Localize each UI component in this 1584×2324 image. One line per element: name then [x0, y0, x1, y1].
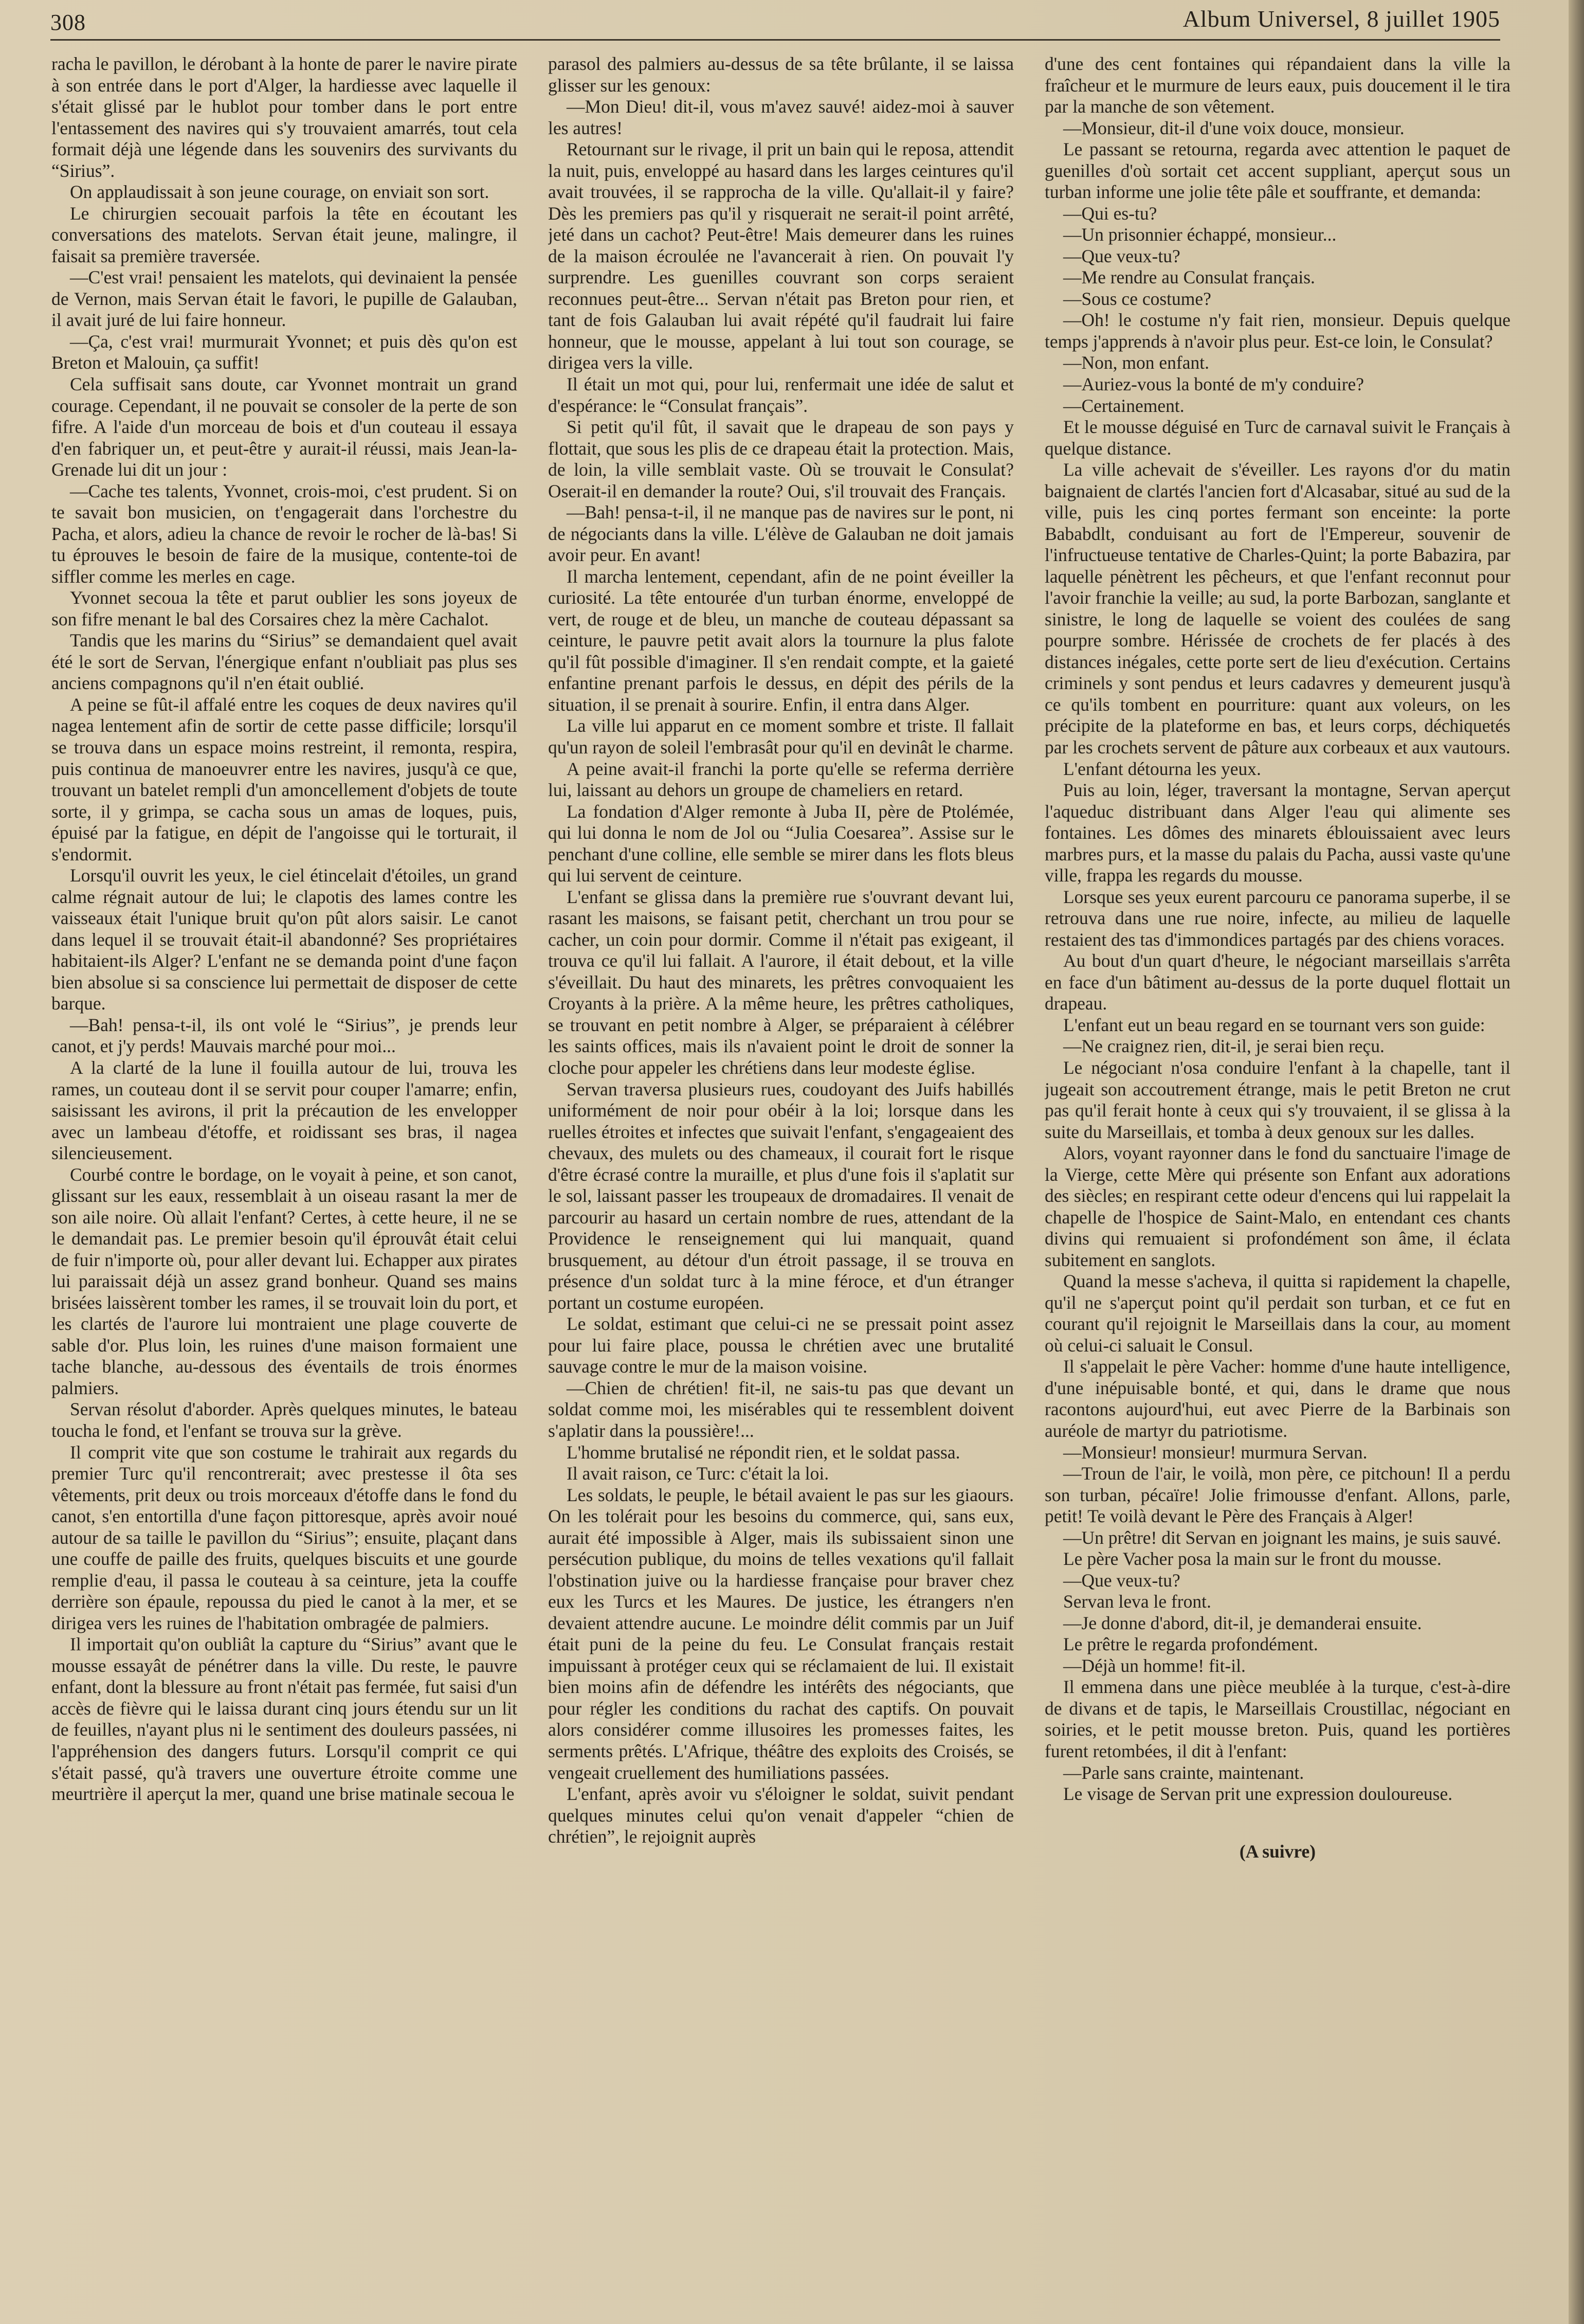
- paragraph: L'enfant détourna les yeux.: [1063, 758, 1261, 779]
- column-middle: [548, 53, 1014, 2306]
- paragraph: Le soldat, estimant que celui-ci ne se pressait point assez pour lui faire place, poussa le chrétien avec une brutalité sauvage contre le mur de la maison voisine.: [548, 1313, 1014, 1377]
- paragraph: Tandis que les marins du “Sirius” se demandaient quel avait été le sort de Servan, l'énergique enfant n'oubliait pas plus ses anciens compagnons qu'il n'en était oublié.: [51, 630, 517, 694]
- paragraph: —Oh! le costume n'y fait rien, monsieur. Depuis quelque temps j'apprends à n'avoir plus peur. Est-ce loin, le Consulat?: [1045, 310, 1510, 352]
- paragraph: —Non, mon enfant.: [1063, 352, 1209, 373]
- paragraph: A peine se fût-il affalé entre les coques de deux navires qu'il nagea lentement afin de sortir de cette passe difficile; lorsqu'il se trouva dans un espace moins restreint, il remonta, respira, puis continua de manoeuvrer entre les navires, jusqu'à ce que, trouvant un batelet rempli d'un amoncellement d'objets de toute sorte, il y grimpa, se cacha sous un amas de loques, puis, épuisé par la fatigue, en dépit de l'angoisse qui le torturait, il s'endormit.: [51, 694, 517, 864]
- paragraph: —Que veux-tu?: [1063, 1570, 1180, 1591]
- paragraph: Le père Vacher posa la main sur le front du mousse.: [1063, 1548, 1442, 1570]
- paragraph: —Qui es-tu?: [1063, 203, 1157, 224]
- paragraph: Servan traversa plusieurs rues, coudoyant des Juifs habillés uniformément de noir pour obéir à la loi; lorsque dans les ruelles étroites et infectes que suivait l'enfant, s'engageaient des chevaux, des mulets ou des chameaux, il courait fort le risque d'être écrasé contre la muraille, et plus d'une fois il s'aplatit sur le sol, laissant passer les troupeaux de dromadaires. Il venait de parcourir au hasard un certain nombre de rues, attendant de la Providence le renseignement qui lui manquait, quand brusquement, au détour d'un étroit passage, il se trouva en présence d'un soldat turc à la mine féroce, et d'un étranger portant un costume européen.: [548, 1078, 1014, 1313]
- paragraph: Le négociant n'osa conduire l'enfant à la chapelle, tant il jugeait son accoutrement étrange, mais le petit Breton ne crut pas qu'il ferait honte à ceux qui s'y trouvaient, il se glissa à la suite du Marseillais, et tomba à deux genoux sur les dalles.: [1045, 1057, 1510, 1142]
- paragraph: Cela suffisait sans doute, car Yvonnet montrait un grand courage. Cependant, il ne pouvait se consoler de la perte de son fifre. A l'aide d'un morceau de bois et d'un couteau il essaya d'en fabriquer un, et peut-être y aurait-il réussi, mais Jean-la-Grenade lui dit un jour :: [51, 373, 517, 480]
- paragraph: —Cache tes talents, Yvonnet, crois-moi, c'est prudent. Si on te savait bon musicien, on t'engagerait dans l'orchestre du Pacha, et alors, adieu la chance de revoir le rocher de là-bas! Si tu éprouves le besoin de faire de la musique, contente-toi de siffler comme les merles en cage.: [51, 480, 517, 587]
- paragraph: L'enfant se glissa dans la première rue s'ouvrant devant lui, rasant les maisons, se faisant petit, cherchant un trou pour se cacher, un coin pour dormir. Comme il n'était pas exigeant, il trouva ce qu'il lui fallait. A l'aurore, il était debout, et la ville s'éveillait. Du haut des minarets, les prêtres convoquaient les Croyants à la prière. A la même heure, les prêtres catholiques, se trouvant en petit nombre à Alger, se préparaient à célébrer les saints offices, mais ils n'avaient point le droit de sonner la cloche pour appeler les chrétiens dans leur modeste église.: [548, 886, 1014, 1078]
- paragraph: Servan résolut d'aborder. Après quelques minutes, le bateau toucha le fond, et l'enfant se trouva sur la grève.: [51, 1399, 517, 1441]
- paragraph: Le prêtre le regarda profondément.: [1063, 1634, 1318, 1655]
- paragraph: —Sous ce costume?: [1063, 288, 1211, 309]
- paragraph: —Bah! pensa-t-il, il ne manque pas de navires sur le pont, ni de négociants dans la ville. L'élève de Galauban ne doit jamais avoir peur. En avant!: [548, 502, 1014, 566]
- paragraph: Et le mousse déguisé en Turc de carnaval suivit le Français à quelque distance.: [1045, 417, 1510, 459]
- page-number: 308: [50, 10, 86, 35]
- paragraph: —Mon Dieu! dit-il, vous m'avez sauvé! aidez-moi à sauver les autres!: [548, 96, 1014, 138]
- paragraph: —Je donne d'abord, dit-il, je demanderai ensuite.: [1063, 1612, 1422, 1633]
- paragraph: d'une des cent fontaines qui répandaient dans la ville la fraîcheur et le murmure de leurs eaux, puis doucement il le tira par la manche de son vêtement.: [1045, 53, 1510, 117]
- paragraph: Le visage de Servan prit une expression douloureuse.: [1063, 1783, 1453, 1805]
- paragraph: —C'est vrai! pensaient les matelots, qui devinaient la pensée de Vernon, mais Servan était le favori, le pupille de Galauban, il avait juré de lui faire honneur.: [51, 267, 517, 331]
- article-columns: [51, 53, 1512, 2306]
- paragraph: —Bah! pensa-t-il, ils ont volé le “Sirius”, je prends leur canot, et j'y perds! Mauvais marché pour moi...: [51, 1014, 517, 1057]
- paragraph: —Parle sans crainte, maintenant.: [1063, 1762, 1304, 1783]
- paragraph: Le passant se retourna, regarda avec attention le paquet de guenilles d'où sortait cet accent suppliant, aperçut sous un turban informe une jolie tête pâle et souffrante, et demanda:: [1045, 139, 1510, 203]
- paragraph: A la clarté de la lune il fouilla autour de lui, trouva les rames, un couteau dont il se servit pour couper l'amarre; enfin, saisissant les avirons, il prit la précaution de les envelopper avec un lambeau d'étoffe, et roidissant ses bras, il nagea silencieusement.: [51, 1057, 517, 1164]
- paragraph: Il emmena dans une pièce meublée à la turque, c'est-à-dire de divans et de tapis, le Marseillais Croustillac, négociant en soiries, et le petit mousse breton. Puis, quand les portières furent retombées, il dit à l'enfant:: [1045, 1677, 1510, 1761]
- paragraph: A peine avait-il franchi la porte qu'elle se referma derrière lui, laissant au dehors un groupe de chameliers en retard.: [548, 758, 1014, 801]
- column-left: [51, 53, 517, 2306]
- paragraph: L'enfant, après avoir vu s'éloigner le soldat, suivit pendant quelques minutes celui qu'on venait d'appeler “chien de chrétien”, le rejoignit auprès: [548, 1783, 1014, 1847]
- paragraph: racha le pavillon, le dérobant à la honte de parer le navire pirate à son entrée dans le port d'Alger, la hardiesse avec laquelle il s'était glissé par le hublot pour tomber dans le port entre l'entassement des navires qui s'y trouvaient amarrés, tout cela formait déjà une légende dans les souvenirs des survivants du “Sirius”.: [51, 53, 517, 181]
- paragraph: —Me rendre au Consulat français.: [1063, 267, 1315, 288]
- paragraph: —Ça, c'est vrai! murmurait Yvonnet; et puis dès qu'on est Breton et Malouin, ça suffit!: [51, 331, 517, 373]
- paragraph: —Certainement.: [1063, 395, 1185, 416]
- paragraph: —Ne craignez rien, dit-il, je serai bien reçu.: [1063, 1036, 1385, 1057]
- paragraph: Au bout d'un quart d'heure, le négociant marseillais s'arrêta en face d'un bâtiment au-dessus de la porte duquel flottait un drapeau.: [1045, 950, 1510, 1014]
- paragraph: Yvonnet secoua la tête et parut oublier les sons joyeux de son fifre menant le bal des Corsaires chez la mère Cachalot.: [51, 587, 517, 629]
- paragraph: La ville achevait de s'éveiller. Les rayons d'or du matin baignaient de clartés l'ancien fort d'Alcasabar, situé au sud de la ville, puis les cinq portes fermant son enceinte: la porte Bababdlt, conduisant au fort de l'Empereur, souvenir de l'infructueuse tentative de Charles-Quint; la porte Babazira, par laquelle pénètrent les pêcheurs, et que l'enfant reconnut pour l'avoir franchie la veille; au sud, la porte Barbozan, sanglante et sinistre, le long de laquelle se voient des coulées de sang pourpre sombre. Hérissée de crochets de fer placés à des distances inégales, cette porte sert de lieu d'exécution. Certains criminels y sont pendus et leurs cadavres y demeurent jusqu'à ce qu'ils tombent en pourriture: quant aux voleurs, on les précipite de la plateforme en bas, et leurs corps, déchiquetés par les crochets servent de pâture aux corbeaux et aux vautours.: [1045, 459, 1510, 758]
- paragraph: —Un prisonnier échappé, monsieur...: [1063, 224, 1337, 245]
- header-rule: [50, 39, 1500, 41]
- paragraph: —Monsieur! monsieur! murmura Servan.: [1063, 1442, 1368, 1463]
- paragraph: —Déjà un homme! fit-il.: [1063, 1655, 1246, 1676]
- paragraph: Alors, voyant rayonner dans le fond du sanctuaire l'image de la Vierge, cette Mère qui présente son Enfant aux adorations des siècles; en respirant cette odeur d'encens qui lui rappelait la chapelle de l'hospice de Saint-Malo, en entendant ces chants divins qui remuaient si profondément son âme, il éclata subitement en sanglots.: [1045, 1143, 1510, 1270]
- paragraph: Servan leva le front.: [1063, 1591, 1211, 1612]
- paragraph: Le chirurgien secouait parfois la tête en écoutant les conversations des matelots. Servan était jeune, malingre, il faisait sa première traversée.: [51, 203, 517, 266]
- binding-edge: [1569, 0, 1584, 2324]
- paragraph: Il était un mot qui, pour lui, renfermait une idée de salut et d'espérance: le “Consulat français”.: [548, 373, 1014, 416]
- paragraph: —Que veux-tu?: [1063, 245, 1180, 266]
- paragraph: Les soldats, le peuple, le bétail avaient le pas sur les giaours. On les tolérait pour les besoins du commerce, qui, sans eux, aurait été impossible à Alger, mais ils subissaient sinon une persécution publique, du moins de telles vexations qu'il fallait l'obstination juive ou la hardiesse française pour braver chez eux les Turcs et les Maures. De justice, les étrangers n'en devaient attendre aucune. Le moindre délit commis par un Juif était puni de la peine du feu. Le Consulat français restait impuissant à protéger ceux qui se réclamaient de lui. Il existait bien moins afin de défendre les intérêts des négociants, que pour régler les conditions du rachat des captifs. On pouvait alors considérer comme illusoires les promesses faites, les serments prêtés. L'Afrique, théâtre des exploits des Croisés, se vengeait cruellement des humiliations passées.: [548, 1484, 1014, 1783]
- paragraph: —Troun de l'air, le voilà, mon père, ce pitchoun! Il a perdu son turban, pécaïre! Jolie frimousse d'enfant. Allons, parle, petit! Te voilà devant le Père des Français à Alger!: [1045, 1463, 1510, 1527]
- paragraph: Il marcha lentement, cependant, afin de ne point éveiller la curiosité. La tête entourée d'un turban énorme, enveloppé de vert, de rouge et de bleu, un manche de couteau dépassant sa ceinture, le pauvre petit avait alors la tournure la plus falote qu'il fût possible d'imaginer. Il s'en rendait compte, et la gaieté enfantine prenant parfois le dessus, en dépit des périls de la situation, il se prenait à sourire. Enfin, il entra dans Alger.: [548, 566, 1014, 715]
- paragraph: Il importait qu'on oubliât la capture du “Sirius” avant que le mousse essayât de pénétrer dans la ville. Du reste, le pauvre enfant, dont la blessure au front n'était pas fermée, fut saisi d'un accès de fièvre qui le laissa durant cinq jours étendu sur un lit de feuilles, n'ayant plus ni le sentiment des douleurs passées, ni l'appréhension des dangers futurs. Lorsqu'il comprit ce qui s'était passé, qu'à travers une ouverture étroite comme une meurtrière il aperçut la mer, quand une brise matinale secoua le: [51, 1634, 517, 1805]
- masthead: Album Universel, 8 juillet 1905: [1182, 6, 1500, 32]
- paragraph: Lorsqu'il ouvrit les yeux, le ciel étincelait d'étoiles, un grand calme régnait autour de lui; le clapotis des lames contre les vaisseaux était l'unique bruit qu'on pût alors saisir. Le canot dans lequel il se trouvait était-il abandonné? Ses propriétaires habitaient-ils Alger? L'enfant ne se demanda point d'une façon bien absolue si sa conscience lui permettait de disposer de cette barque.: [51, 865, 517, 1014]
- paragraph: —Monsieur, dit-il d'une voix douce, monsieur.: [1063, 117, 1405, 138]
- paragraph: Quand la messe s'acheva, il quitta si rapidement la chapelle, qu'il ne s'aperçut point qu'il perdait son turban, et ce fut en courant qu'il rejoignit le Marseillais dans la cour, au moment où celui-ci saluait le Consul.: [1045, 1271, 1510, 1356]
- paragraph: L'enfant eut un beau regard en se tournant vers son guide:: [1063, 1014, 1485, 1035]
- paragraph: —Auriez-vous la bonté de m'y conduire?: [1063, 373, 1364, 394]
- paragraph: Retournant sur le rivage, il prit un bain qui le reposa, attendit la nuit, puis, enveloppé au hasard dans les larges ceintures qu'il avait trouvées, il se rapprocha de la ville. Qu'allait-il y faire? Dès les premiers pas qu'il y risquerait ne serait-il point arrêté, jeté dans un cachot? Peut-être! Mais demeurer dans les ruines de la maison écroulée ne l'avancerait à rien. On pouvait l'y surprendre. Les guenilles couvrant son corps seraient reconnues peut-être... Servan n'était pas Breton pour rien, et tant de fois Galauban lui avait répété qu'il faudrait lui faire honneur, que le mousse, appelant à lui tout son courage, se dirigea vers la ville.: [548, 139, 1014, 373]
- paragraph: Il s'appelait le père Vacher: homme d'une haute intelligence, d'une inépuisable bonté, et qui, dans le drame que nous racontons aujourd'hui, eut avec Pierre de la Barbinais son auréole de martyr du patriotisme.: [1045, 1356, 1510, 1441]
- paragraph: Si petit qu'il fût, il savait que le drapeau de son pays y flottait, que sous les plis de ce drapeau était la protection. Mais, de loin, la ville semblait vaste. Où se trouvait le Consulat? Oserait-il en demander la route? Oui, s'il trouvait des Français.: [548, 417, 1014, 501]
- paragraph: Courbé contre le bordage, on le voyait à peine, et son canot, glissant sur les eaux, ressemblait à un oiseau rasant la mer de son aile noire. Où allait l'enfant? Certes, à cette heure, il ne se le demandait pas. Le premier besoin qu'il éprouvât était celui de fuir n'importe où, pour aller devant lui. Echapper aux pirates lui paraissait déjà un assez grand bonheur. Quand ses mains brisées laissèrent tomber les rames, il se trouvait loin du port, et les clartés de l'aurore lui montraient une plage couverte de sable d'or. Plus loin, les ruines d'une maison formaient une tache blanche, au-dessous des éventails de trois énormes palmiers.: [51, 1164, 517, 1398]
- paragraph: Il avait raison, ce Turc: c'était la loi.: [567, 1463, 829, 1484]
- column-right: [1045, 53, 1510, 2306]
- to-be-continued: (A suivre): [1239, 1841, 1316, 1862]
- paragraph: La ville lui apparut en ce moment sombre et triste. Il fallait qu'un rayon de soleil l'embrasât pour qu'il en devinât le charme.: [548, 715, 1014, 758]
- paragraph: —Chien de chrétien! fit-il, ne sais-tu pas que devant un soldat comme moi, les misérables qui te ressemblent doivent s'aplatir dans la poussière!...: [548, 1377, 1014, 1441]
- paragraph: Lorsque ses yeux eurent parcouru ce panorama superbe, il se retrouva dans une rue noire, infecte, au milieu de laquelle restaient des tas d'immondices partagés par des chiens voraces.: [1045, 886, 1510, 950]
- paragraph: Il comprit vite que son costume le trahirait aux regards du premier Turc qu'il rencontrerait; avec prestesse il ôta ses vêtements, prit deux ou trois morceaux d'étoffe dans le fond du canot, s'en entortilla d'une façon pittoresque, après avoir noué autour de sa taille le pavillon du “Sirius”; ensuite, plaçant dans une couffe de paille des fruits, quelques biscuits et une gourde remplie d'eau, il passa le couteau à sa ceinture, jeta la couffe derrière son épaule, repoussa du pied le canot à la mer, et se dirigea vers les ruines de l'habitation ombragée de palmiers.: [51, 1442, 517, 1633]
- paragraph: L'homme brutalisé ne répondit rien, et le soldat passa.: [567, 1442, 960, 1463]
- paragraph: On applaudissait à son jeune courage, on enviait son sort.: [70, 182, 489, 203]
- paragraph: parasol des palmiers au-dessus de sa tête brûlante, il se laissa glisser sur les genoux:: [548, 53, 1014, 96]
- paragraph: —Un prêtre! dit Servan en joignant les mains, je suis sauvé.: [1063, 1527, 1501, 1548]
- paragraph: Puis au loin, léger, traversant la montagne, Servan aperçut l'aqueduc distribuant dans Alger l'eau qui alimente ses fontaines. Les dômes des minarets éblouissaient avec leurs marbres purs, et la masse du palais du Pacha, aussi vaste qu'une ville, frappa les regards du mousse.: [1045, 780, 1510, 886]
- paragraph: La fondation d'Alger remonte à Juba II, père de Ptolémée, qui lui donna le nom de Jol ou “Julia Coesarea”. Assise sur le penchant d'une colline, elle semble se mirer dans les flots bleus qui lui servent de ceinture.: [548, 801, 1014, 886]
- page-header: [50, 4, 1500, 37]
